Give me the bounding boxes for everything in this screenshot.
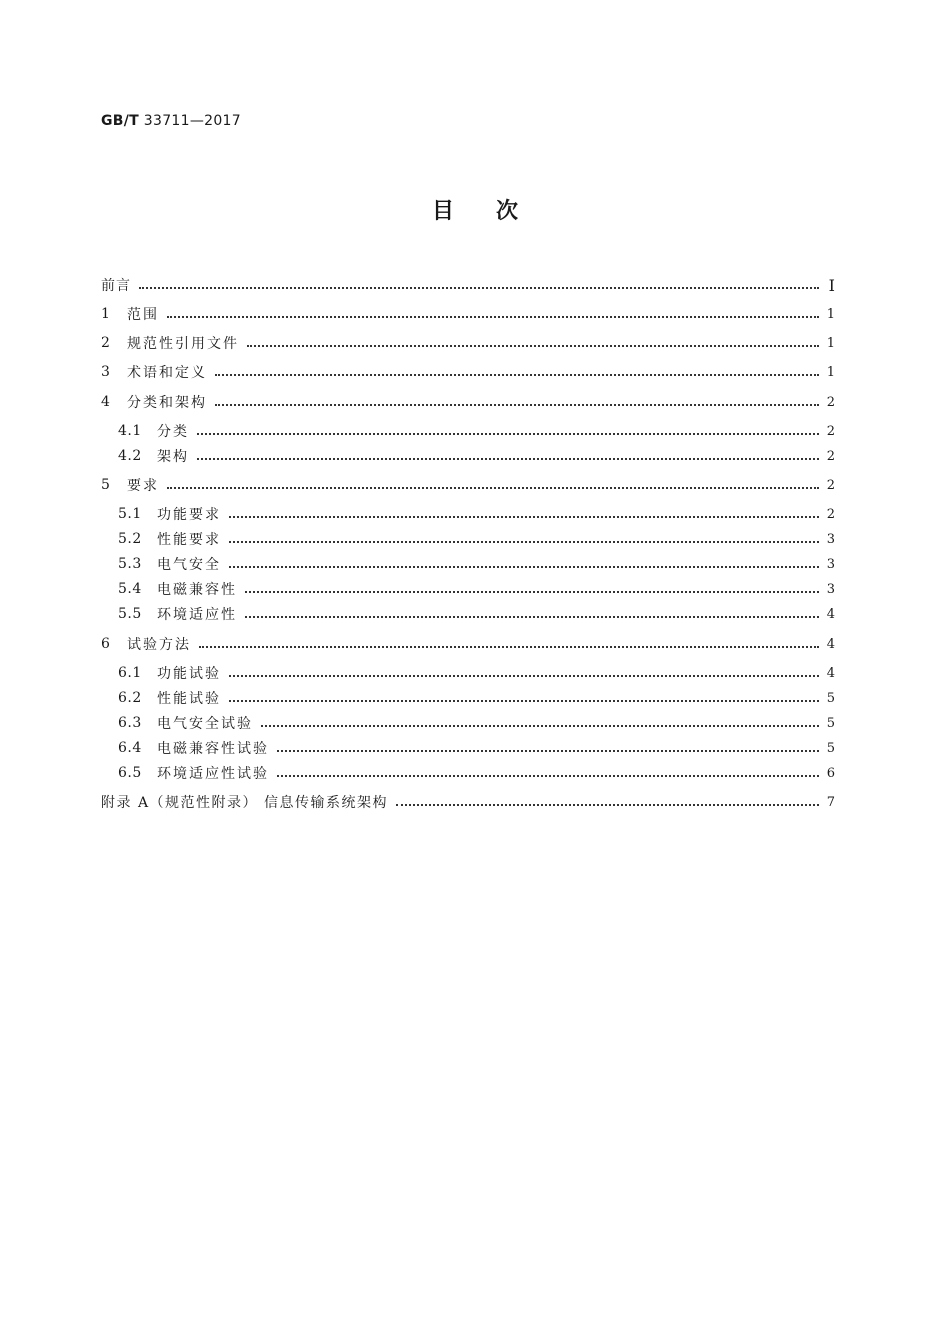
toc-item-6[interactable] — [101, 634, 835, 654]
toc-item-page: 1 — [826, 306, 835, 322]
toc-leader-dots — [215, 392, 819, 412]
toc-item-number: 5 — [101, 477, 111, 493]
standard-number: 33711—2017 — [143, 113, 241, 129]
toc-item-label: 电磁兼容性 — [157, 582, 237, 598]
toc-item-label: 前言 — [101, 278, 131, 294]
toc-item-number: 1 — [101, 306, 111, 322]
toc-leader-dots — [167, 475, 819, 495]
toc-item-page: 1 — [826, 335, 835, 351]
toc-item-annex-a[interactable] — [101, 792, 835, 812]
toc-item-label: 附录 A（规范性附录） 信息传输系统架构 — [101, 795, 389, 811]
toc-item-label: 环境适应性试验 — [157, 766, 269, 782]
toc-item-page: 2 — [826, 394, 835, 410]
toc-item-number: 5.4 — [118, 581, 142, 597]
toc-item-page: 7 — [826, 794, 835, 810]
toc-item-page: 4 — [826, 636, 835, 652]
toc-item-label: 性能试验 — [157, 691, 221, 707]
toc-item-label: 要求 — [127, 478, 159, 494]
toc-leader-dots — [245, 579, 819, 599]
toc-leader-dots — [199, 634, 819, 654]
toc-item-label: 范围 — [127, 307, 159, 323]
toc-item-number: 6.1 — [118, 665, 142, 681]
toc-item-1[interactable] — [101, 304, 835, 324]
toc-leader-dots — [197, 421, 819, 441]
toc-leader-dots — [277, 738, 819, 758]
toc-item-number: 5.3 — [118, 556, 142, 572]
toc-item-label: 功能要求 — [157, 507, 221, 523]
toc-item-number: 4 — [101, 394, 111, 410]
toc-item-6-2[interactable] — [118, 688, 835, 708]
toc-item-page: 5 — [826, 690, 835, 706]
toc-leader-dots — [247, 333, 819, 353]
toc-leader-dots — [245, 604, 819, 624]
toc-item-4-2[interactable] — [118, 446, 835, 466]
toc-item-page: 3 — [826, 581, 835, 597]
toc-item-page: 4 — [826, 606, 835, 622]
toc-item-number: 3 — [101, 364, 111, 380]
toc-item-number: 5.1 — [118, 506, 142, 522]
toc-leader-dots — [229, 529, 819, 549]
toc-item-page: 1 — [826, 364, 835, 380]
toc-leader-dots — [197, 446, 819, 466]
toc-item-number: 6.3 — [118, 715, 142, 731]
toc-item-label: 电气安全 — [157, 557, 221, 573]
page-title: 目次 — [431, 199, 560, 224]
toc-item-foreword[interactable] — [101, 275, 835, 295]
toc-item-label: 术语和定义 — [127, 365, 207, 381]
toc-item-6-5[interactable] — [118, 763, 835, 783]
toc-item-5-5[interactable] — [118, 604, 835, 624]
toc-leader-dots — [277, 763, 819, 783]
toc-item-label: 架构 — [157, 449, 189, 465]
toc-leader-dots — [139, 275, 819, 295]
toc-item-page: Ⅰ — [828, 275, 835, 295]
toc-item-number: 6.4 — [118, 740, 142, 756]
toc-item-number: 6.5 — [118, 765, 142, 781]
toc-leader-dots — [396, 792, 819, 812]
toc-item-number: 2 — [101, 335, 111, 351]
toc-item-2[interactable] — [101, 333, 835, 353]
toc-leader-dots — [261, 713, 819, 733]
toc-item-4[interactable] — [101, 392, 835, 412]
toc-item-page: 4 — [826, 665, 835, 681]
toc-item-label: 分类 — [157, 424, 189, 440]
toc-item-page: 6 — [826, 765, 835, 781]
toc-item-5-4[interactable] — [118, 579, 835, 599]
toc-item-label: 电磁兼容性试验 — [157, 741, 269, 757]
toc-item-number: 6.2 — [118, 690, 142, 706]
toc-item-number: 4.2 — [118, 448, 142, 464]
toc-item-number: 4.1 — [118, 423, 142, 439]
toc-item-4-1[interactable] — [118, 421, 835, 441]
toc-item-page: 2 — [826, 448, 835, 464]
toc-item-5-2[interactable] — [118, 529, 835, 549]
toc-item-3[interactable] — [101, 362, 835, 382]
toc-leader-dots — [167, 304, 819, 324]
toc-item-label: 环境适应性 — [157, 607, 237, 623]
toc-item-label: 分类和架构 — [127, 395, 207, 411]
toc-item-label: 性能要求 — [157, 532, 221, 548]
toc-item-page: 2 — [826, 506, 835, 522]
toc-item-page: 3 — [826, 531, 835, 547]
toc-item-6-4[interactable] — [118, 738, 835, 758]
toc-item-label: 规范性引用文件 — [127, 336, 239, 352]
toc-item-label: 电气安全试验 — [157, 716, 253, 732]
toc-item-page: 2 — [826, 423, 835, 439]
toc-item-page: 5 — [826, 715, 835, 731]
toc-item-page: 5 — [826, 740, 835, 756]
toc-item-6-1[interactable] — [118, 663, 835, 683]
toc-leader-dots — [229, 554, 819, 574]
toc-item-5-1[interactable] — [118, 504, 835, 524]
toc-item-page: 3 — [826, 556, 835, 572]
toc-item-5[interactable] — [101, 475, 835, 495]
toc-leader-dots — [215, 362, 819, 382]
toc-item-5-3[interactable] — [118, 554, 835, 574]
toc-item-number: 6 — [101, 636, 111, 652]
toc-item-label: 功能试验 — [157, 666, 221, 682]
toc-item-number: 5.5 — [118, 606, 142, 622]
standard-prefix: GB/T — [101, 113, 140, 129]
toc-leader-dots — [229, 663, 819, 683]
toc-item-number: 5.2 — [118, 531, 142, 547]
toc-leader-dots — [229, 504, 819, 524]
toc-leader-dots — [229, 688, 819, 708]
toc-item-page: 2 — [826, 477, 835, 493]
toc-item-6-3[interactable] — [118, 713, 835, 733]
toc-item-label: 试验方法 — [127, 637, 191, 653]
